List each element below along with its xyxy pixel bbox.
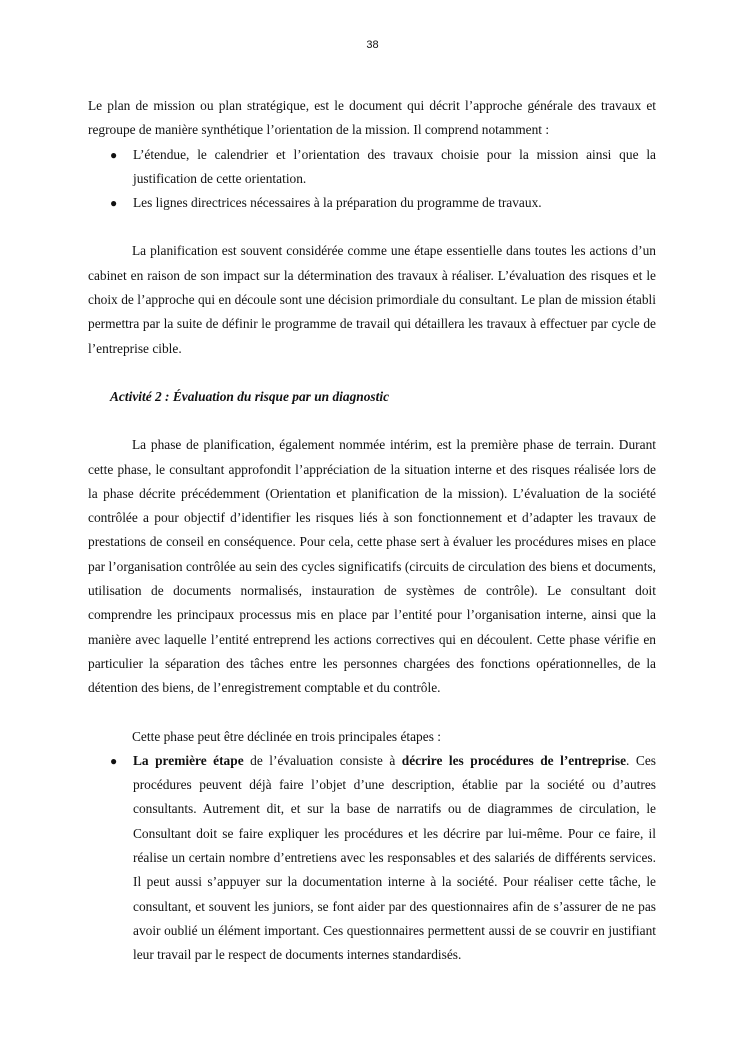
list-item-text: L’étendue, le calendrier et l’orientation des travaux choisie pour la mission ainsi que la justification de cette orientation.: [133, 146, 656, 186]
step-lead-bold: La première étape: [133, 752, 244, 768]
step-text: de l’évaluation consiste à: [243, 752, 402, 768]
page-number: 38: [366, 39, 379, 51]
list-item-text: Les lignes directrices nécessaires à la préparation du programme de travaux.: [133, 195, 542, 211]
list-item: [88, 749, 656, 968]
section-heading: Activité 2 : Évaluation du risque par un diagnostic: [110, 388, 390, 404]
page-content: [88, 94, 656, 968]
phase-paragraph: La phase de planification, également nommée intérim, est la première phase de terrain. Durant cette phase, le consultant approfondit l’appréciation de la situation interne et des risques réalisée lors de la phase décrite précédemment (Orientation et planification de la mission). L’évaluation de la société contrôlée a pour objectif d’identifier les risques liés à son fonctionnement et d’adapter les travaux de prestations de conseil en conséquence. Pour cela, cette phase sert à évaluer les procédures mises en place par l’organisation contrôlée au sein des cycles significatifs (circuits de circulation des biens et documents, utilisation de documents normalisés, instauration de systèmes de contrôle). Le consultant doit comprendre les principaux processus mis en place par l’entité pour l’organisation interne, ainsi que la manière avec laquelle l’entité entreprend les actions correctives qui en découlent. Cette phase vérifie en particulier la séparation des tâches entre les personnes chargées des fonctions opérationnelles, de la détention des biens, de l’enregistrement comptable et du contrôle.: [88, 437, 656, 696]
spacer: [88, 361, 656, 385]
spacer: [88, 215, 656, 239]
step-text: . Ces procédures peuvent déjà faire l’objet d’une description, établie par la société ou d’autres consultants. Autrement dit, et sur la base de narratifs ou de diagrammes de circulation, le Consultant doit se faire expliquer les procédures et les décrire par lui-même. Pour ce faire, il réalise un certain nombre d’entretiens avec les responsables et des salariés de différents services. Il peut aussi s’appuyer sur la documentation interne à la société. Pour réaliser cette tâche, le consultant, et souvent les juniors, se font aider par des questionnaires afin de s’assurer de ne pas avoir oublié un élément important. Ces questionnaires permettent aussi de se couvrir en justifiant leur travail par le respect de documents internes standardisés.: [133, 752, 656, 963]
bullet-icon: ●: [110, 147, 118, 162]
bullet-icon: ●: [110, 753, 118, 768]
list-item: [88, 191, 656, 215]
list-item: [88, 143, 656, 192]
bullet-icon: ●: [110, 196, 118, 211]
steps-bullet-list: [88, 749, 656, 968]
intro-paragraph: Le plan de mission ou plan stratégique, est le document qui décrit l’approche générale des travaux et regroupe de manière synthétique l’orientation de la mission. Il comprend notamment :: [88, 98, 656, 138]
spacer: [88, 701, 656, 725]
planning-paragraph: La planification est souvent considérée comme une étape essentielle dans toutes les actions d’un cabinet en raison de son impact sur la détermination des travaux à réaliser. L’évaluation des risques et le choix de l’approche qui en découle sont une décision primordiale du consultant. Le plan de mission établi permettra par la suite de définir le programme de travail qui détaillera les travaux à effectuer par cycle de l’entreprise cible.: [88, 243, 656, 356]
step-bold-phrase: décrire les procédures de l’entreprise: [401, 752, 627, 768]
steps-intro: Cette phase peut être déclinée en trois principales étapes :: [132, 728, 441, 744]
spacer: [88, 409, 656, 433]
intro-bullet-list: [88, 143, 656, 216]
